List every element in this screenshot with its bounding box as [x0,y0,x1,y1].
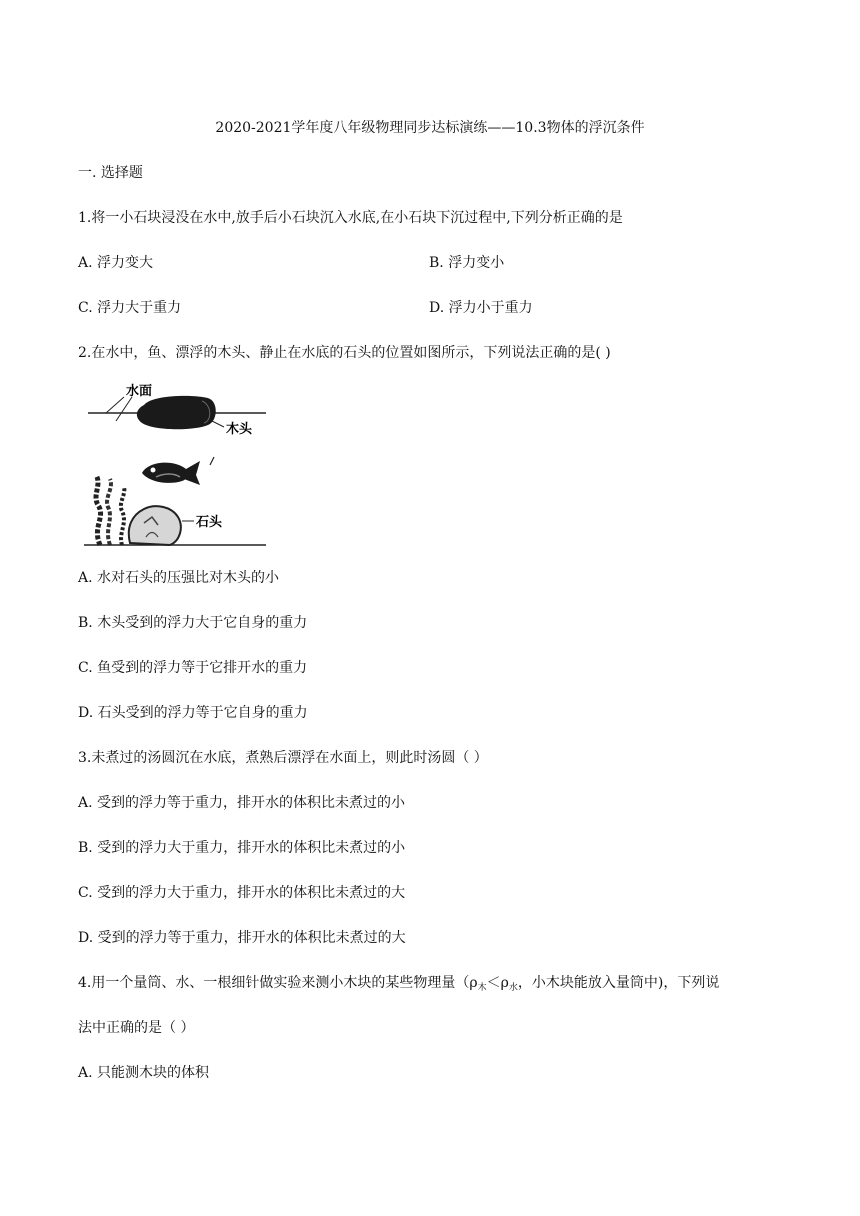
question-4-stem [78,974,719,997]
question-1-stem: 1.将一小石块浸没在水中,放手后小石块沉入水底,在小石块下沉过程中,下列分析正确的是 [78,210,623,226]
question-4-stem-part3: ，小木块能放入量筒中)，下列说 [517,975,720,991]
figure-label-stone: 石头 [196,515,223,530]
section-heading: 一. 选择题 [78,165,143,181]
subscript-water: 水 [508,983,518,993]
question-1-option-a: A. 浮力变大 [78,255,154,271]
question-3-option-c: C. 受到的浮力大于重力，排开水的体积比未煮过的大 [78,885,406,901]
question-2-option-a: A. 水对石头的压强比对木头的小 [78,570,280,586]
question-1-option-d: D. 浮力小于重力 [429,300,533,316]
question-4-stem-part2: ＜ρ [486,975,509,991]
question-4-stem-part1: 4.用一个量筒、水、一根细针做实验来测小木块的某些物理量（ρ [78,975,478,991]
question-2-option-c: C. 鱼受到的浮力等于它排开水的重力 [78,660,308,676]
question-3-option-a: A. 受到的浮力等于重力，排开水的体积比未煮过的小 [78,795,406,811]
question-1-option-b: B. 浮力变小 [429,255,505,271]
figure-label-wood: 木头 [226,422,253,437]
question-3-option-d: D. 受到的浮力等于重力，排开水的体积比未煮过的大 [78,930,406,946]
question-1-option-c: C. 浮力大于重力 [78,300,182,316]
question-4-option-a: A. 只能测木块的体积 [78,1065,210,1081]
page-title: 2020-2021学年度八年级物理同步达标演练——10.3物体的浮沉条件 [215,120,645,136]
subscript-wood: 木 [477,983,487,993]
question-2-figure [84,377,284,553]
figure-label-surface: 水面 [126,384,153,399]
question-3-stem: 3.未煮过的汤圆沉在水底，煮熟后漂浮在水面上，则此时汤圆（ ） [78,750,488,766]
question-2-option-d: D. 石头受到的浮力等于它自身的重力 [78,705,308,721]
question-2-option-b: B. 木头受到的浮力大于它自身的重力 [78,615,308,631]
question-4-stem-line2: 法中正确的是（ ） [78,1020,195,1036]
question-2-stem: 2.在水中，鱼、漂浮的木头、静止在水底的石头的位置如图所示，下列说法正确的是( ) [78,345,611,361]
question-3-option-b: B. 受到的浮力大于重力，排开水的体积比未煮过的小 [78,840,406,856]
